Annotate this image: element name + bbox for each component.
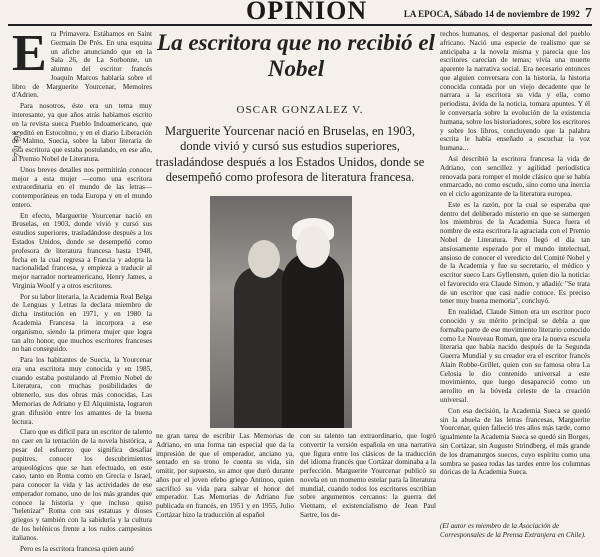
paragraph: Para nosotros, éste era un tema muy interesante, ya que años atrás habíamos escrito en la revista sueca Pueblo Indoamericano, que se editó en Estocolmo, y en el diario Liberación de Malmo, Suecia, sobre la labor literaria de esta escritora que estaba postulando, en ese año, al Premio Nobel de Literatura.: [12, 102, 152, 163]
middle-column-2: [300, 432, 436, 522]
paragraph: Por su labor literaria, la Academia Real Belga de Lenguas y Letras la declara miembro de dicha institución en 1971, y en 1980 la Academia Francesa la incorpora a ese organismo, siendo la primera mujer que logra tan alto honor, que muchos escritores franceses no han conseguido.: [12, 292, 152, 354]
opening-paragraph: [12, 25, 152, 100]
drop-cap: E: [12, 25, 47, 82]
paragraph: Claro que es difícil para un escritor de talento no caer en la tentación de la novela histórica, a pesar del esfuerzo que significa desafiar pupitres, conocer los descubrimientos arqueológicos que se han efectuado, en este caso, tanto en Roma como en Grecia e Israel, para conocer la vida y las actividades de ese emperador romano, uno de los más grandes que conoce la historia y que incluso quiso "helenizar" Roma con sus estatuas y dioses griegos y también con la sabiduría y la cultura de los helénicos frente a los rudos campesinos italianos.: [12, 428, 152, 542]
paragraph: En realidad, Claude Simon era un escritor poco conocido y su mérito principal se debía a que formaba parte de ese movimiento literario conocido como Le Nouveau Roman, que era la nueva escuela literaria que había nacido después de la Segunda Guerra Mundial y su creador era el escritor francés Alain Robbe-Grillet, quien con su famosa obra La Celosía le dio contenido universal a este movimiento, que luego desapareció como un aerolito en la bóveda celeste de la creación universal.: [440, 308, 590, 405]
article-lead: Marguerite Yourcenar nació en Bruselas, en 1903, donde vivió y cursó sus estudios superiores, trasladándose después a los Estados Unidos, donde se desempeñó como profesora de literatura francesa.: [155, 124, 425, 184]
issue-date: [404, 6, 592, 22]
photo-person-right: [282, 252, 344, 428]
paragraph: Unos breves detalles nos permitirán conocer mejor a esta mujer —como una escritora extraordinaria en el mundo de las letras— contemporáneas en toda Europa y en el mundo entero.: [12, 165, 152, 209]
handwritten-margin-note: 7 1 95: [12, 130, 24, 158]
section-title: OPINION: [246, 0, 368, 25]
middle-column-1: [156, 432, 294, 522]
right-column: [440, 30, 590, 479]
paragraph: Este es la razón, por la cual se esperaba que dentro del deliberado misterio en que se sumergen los miembros de la Academia Sueca fuera el nombre de esta escritora la agraciada con el Premio Nobel de Literatura. Pero llegó el día tan ansiosamente esperado por el mundo intelectual, ansioso de conocer el veredicto del Comité Nobel y de la Academia y fue su secretario, el médico y escritor sueco Lars Gyllensten, quien dio la noticia: el favorecido era Claude Simon, y añadió: "Se trata de un escritor que casi nadie conoce. Es preciso tener muy buena memoria", concluyó.: [440, 200, 590, 306]
paragraph-text: ra Primavera. Estábamos en Saint Germain De Prés. En una esquina un afiche anunciando que en la Sala 26, de La Sorbonne, un alumno del escritor francés Joaquín Marcos hablaría sobre el libro de Marguerite Yourcenar, Memoires d'Adrien.: [12, 30, 152, 100]
left-column: [12, 25, 152, 555]
paragraph: con su talento tan extraordinario, que logró convertir la versión española en una narrativa que figura entre los clásicos de la traducción del idioma francés que Cortázar dominaba a la perfección. Marguerite Yourcenar publicó su novela en un momento estelar para la literatura mundial, cuando todos los escritores escribían sobre argumentos cercanos: la guerra del Vietnam, el existencialismo de Jean Paul Sartre, los de-: [300, 432, 436, 520]
paragraph: Pero es la escritora francesa quien aunó: [20, 544, 134, 553]
article-byline: OSCAR GONZALEZ V.: [236, 104, 364, 116]
page-header: [8, 0, 592, 25]
author-footnote: (El autor es miembro de la Asociación de Corresponsales de la Prensa Extranjera en Chile).: [440, 522, 586, 539]
paragraph: rechos humanos, el despertar pasional del pueblo africano. Nació una especie de realismo que se anticipaba a la novela misma y parecía que los escritores carecían de temas; vivía una muerte aparente la narrativa social. Era necesario entonces que alguien conversara con la historia, la historia conocida contada por un viejo decadente que le narrara a la escritora su vida y ella, como periodista, ávida de la noticia, tomara apuntes. Y él le conversaría sobre la evolución de la existencia humana, sobre los historiadores, sobre los escritores y sobre los libros, concluyendo que la palabra escrita le había enseñado a escuchar la voz humana...: [440, 30, 590, 153]
paragraph: Así describió la escritora francesa la vida de Adriano, con sencillez y agilidad periodística renovada para romper el molde clásico que se había enmarcado, no como escudo, sino como una inercia en el ciclo agonizante de la literatura europea.: [440, 154, 590, 199]
issue-text: LA EPOCA, Sábado 14 de noviembre de 1992: [403, 9, 580, 19]
photo-person-right-head: [296, 226, 330, 268]
article-headline: La escritora que no recibió el Nobel: [157, 30, 435, 82]
page-number: 7: [585, 6, 592, 21]
article-photo: [210, 196, 352, 428]
paragraph: ne gran tarea de escribir Las Memorias de Adriano, en una forma tan especial que da la impresión de que el emperador, anciano ya, sentado en su trono le cuenta su vida, sin omitir, por supuesto, su amor que duró durante años por el joven efebo griego Antinoo, quien sacrificó su vida para salvar el honor del emperador. Las Memorias de Adriano fue publicada en francés, en 1951 y en 1955, Julio Cortázar hizo la traducción al español: [156, 432, 294, 520]
paragraph: Con esa decisión, la Academia Sueca se quedó sin la abuela de las letras francesas, Marguerite Yourcenar, quien falleció tres años más tarde, como igualmente la Academia Sueca se quedó sin Borges, sin Cortázar, sin Augusto Strindberg, el más grande de los dramaturgos suecos, cuyo espíritu como una sombra se pasea todas las tardes entre los columnas dóricas de la Academia Sueca.: [440, 406, 590, 477]
paragraph: Para los habitantes de Suecia, la Yourcenar era una escritora muy conocida y en 1985, cuando estaba postulando al Premio Nobel de Literatura, con muchas posibilidades de obtenerlo, sus dos obras más conocidas, Las Memorias de Adriano y El Alquimista, lograron gran difusión entre los amantes de la buena lectura.: [12, 356, 152, 426]
paragraph: En efecto, Marguerite Yourcenar nació en Bruselas, en 1903, donde vivió y cursó sus estudios superiores, trasladándose después a los Estados Unidos, donde se desempeñó como profesora de literatura francesa hasta 1948, fecha en la cual regresa a Francia y adopta la nacionalidad francesa, y empieza a traducir al mejor narrador norteamericano, Henry James, a Virginia Woolf y a otros escritores.: [12, 211, 152, 290]
photo-person-left-head: [248, 240, 280, 278]
header-rule: [8, 24, 592, 26]
